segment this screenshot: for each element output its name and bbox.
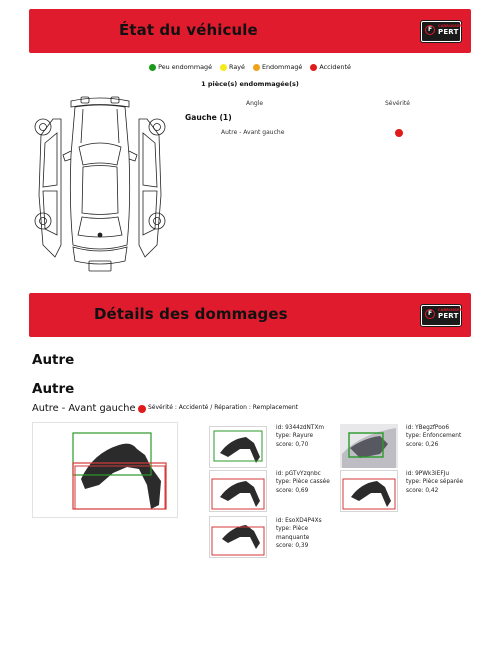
brand-logo: F CARROSSERIE PERT	[421, 305, 461, 326]
legend-item-endommage: Endommagé	[253, 63, 302, 71]
car-top-view-diagram	[31, 95, 169, 277]
damage-details-banner	[29, 293, 471, 337]
banner-title: État du véhicule	[119, 21, 258, 39]
main-damage-image	[32, 422, 178, 518]
legend-item-raye: Rayé	[220, 63, 245, 71]
damage-thumb-2[interactable]	[340, 424, 398, 468]
brand-logo: F CARROSSERIE PERT	[421, 21, 461, 42]
left-side-panel	[39, 119, 61, 257]
legend-item-peu-endommage: Peu endommagé	[149, 63, 212, 71]
red-dot-icon	[310, 64, 317, 71]
severity-red-dot-icon	[395, 129, 403, 137]
part-label: Autre - Avant gauche	[32, 403, 136, 414]
damage-meta-2: id: YBegzfPoo6 type: Enfoncement score: 0,26	[406, 425, 462, 448]
damage-meta-3: id: pGTvYzqnbc type: Pièce cassée score: 0,69	[276, 471, 330, 494]
damage-thumb-5[interactable]	[209, 516, 267, 558]
group-left: Gauche (1)	[185, 113, 232, 122]
details-heading-2: Autre	[32, 381, 75, 397]
severity-repair-text: Sévérité : Accidenté / Réparation : Remplacement	[148, 404, 299, 411]
car-body	[70, 105, 129, 249]
damage-meta-4: id: 9PWk3iEFJu type: Pièce séparée score: 0,42	[406, 471, 464, 494]
logo-circle-icon: F	[425, 309, 435, 319]
rear-trunk	[89, 261, 111, 271]
windshield	[79, 143, 121, 165]
damage-thumb-1[interactable]	[209, 426, 267, 468]
damaged-count: 1 pièce(s) endommagée(s)	[201, 80, 299, 88]
damage-thumb-3[interactable]	[209, 470, 267, 512]
fender-shape	[81, 444, 161, 509]
wheel-rear-left-icon	[35, 213, 51, 229]
logo-circle-icon: F	[425, 25, 435, 35]
damage-thumb-4[interactable]	[340, 470, 398, 512]
table-row-label: Autre - Avant gauche	[221, 129, 285, 136]
roof	[82, 166, 118, 215]
col-severity-header: Sévérité	[385, 100, 410, 107]
yellow-dot-icon	[220, 64, 227, 71]
vehicle-state-banner	[29, 9, 471, 53]
rear-bumper	[73, 247, 127, 264]
legend-item-accidente: Accidenté	[310, 63, 351, 71]
damage-meta-5: id: EsoXD4P4Xs type: Pièce manquante score: 0,39	[276, 518, 322, 550]
green-dot-icon	[149, 64, 156, 71]
front-bumper	[71, 98, 129, 107]
right-side-panel	[139, 119, 161, 257]
severity-legend	[0, 63, 500, 71]
details-heading-1: Autre	[32, 352, 75, 368]
damage-meta-1: id: 9344zdNTXm type: Rayure score: 0,70	[276, 425, 325, 448]
banner-title: Détails des dommages	[94, 305, 288, 323]
wheel-rear-right-icon	[149, 213, 165, 229]
severity-red-dot-icon	[138, 405, 146, 413]
col-angle-header: Angle	[246, 100, 264, 107]
orange-dot-icon	[253, 64, 260, 71]
